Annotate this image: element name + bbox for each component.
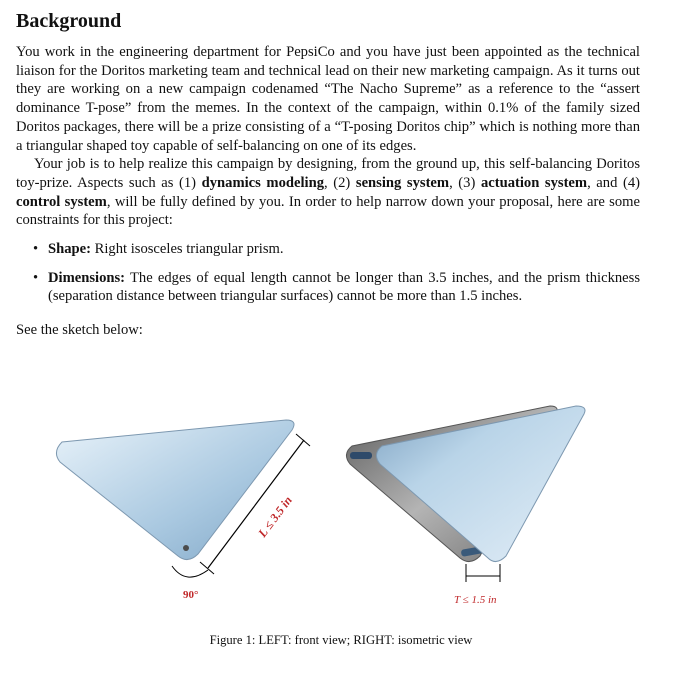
angle-arc	[172, 566, 208, 577]
job-text-3: , (3)	[449, 174, 481, 191]
job-paragraph	[16, 155, 640, 230]
job-text-4: , and (4)	[587, 174, 640, 191]
constraints-list	[16, 240, 640, 306]
see-sketch-text: See the sketch below:	[16, 322, 143, 339]
job-bold-sensing: sensing system	[355, 174, 450, 191]
front-triangle	[56, 420, 294, 560]
prism-front-face	[376, 406, 585, 562]
prism-slot	[350, 452, 372, 459]
job-text-2: , (2)	[324, 174, 356, 191]
front-view	[56, 420, 310, 601]
constraint-text: The edges of equal length cannot be longer than 3.5 inches, and the prism thickness (separation distance between triangular surfaces) cannot be more than 1.5 inches.	[48, 269, 640, 305]
job-bold-dynamics: dynamics modeling	[201, 174, 325, 191]
constraint-label: Shape:	[48, 241, 91, 258]
job-text-5: , will be fully defined by you. In order to help narrow down your proposal, here are some constraints for this project:	[16, 193, 640, 229]
figure-caption: Figure 1: LEFT: front view; RIGHT: isometric view	[209, 633, 473, 647]
section-title: Background	[16, 10, 122, 32]
constraint-label: Dimensions:	[48, 269, 126, 286]
constraint-dimensions	[16, 269, 640, 306]
bullet-icon: •	[33, 241, 39, 258]
length-label: L ≤ 3.5 in	[255, 493, 295, 540]
thickness-label: T ≤ 1.5 in	[454, 594, 497, 606]
isometric-view	[346, 406, 585, 606]
intro-paragraph: You work in the engineering department for PepsiCo and you have just been appointed as the technical liaison for the Doritos marketing team and technical lead on their new marketing campaign. As it turns out they are working on a new campaign codenamed “The Nacho Supreme” as a reference to the “assert dominance T-pose” from the memes. In the context of the campaign, within 0.1% of the family sized Doritos packages, there will be a prize consisting of a “T-posing Doritos chip” which is nothing more than a triangular shaped toy capable of self-balancing on one of its edges.	[16, 44, 640, 154]
bullet-icon: •	[33, 269, 39, 286]
figure-sketch	[0, 390, 682, 660]
constraint-text: Right isosceles triangular prism.	[90, 241, 284, 258]
length-tick-top	[296, 434, 310, 446]
job-text-1: Your job is to help realize this campaign by designing, from the ground up, this self-balancing Doritos toy-prize. Aspects such as (1)	[16, 156, 640, 191]
job-bold-actuation: actuation system	[480, 174, 588, 191]
angle-label: 90°	[183, 589, 199, 601]
constraint-shape	[16, 240, 640, 259]
job-bold-control: control system	[16, 193, 107, 210]
document-page	[16, 10, 640, 339]
pivot-hole	[183, 545, 189, 551]
